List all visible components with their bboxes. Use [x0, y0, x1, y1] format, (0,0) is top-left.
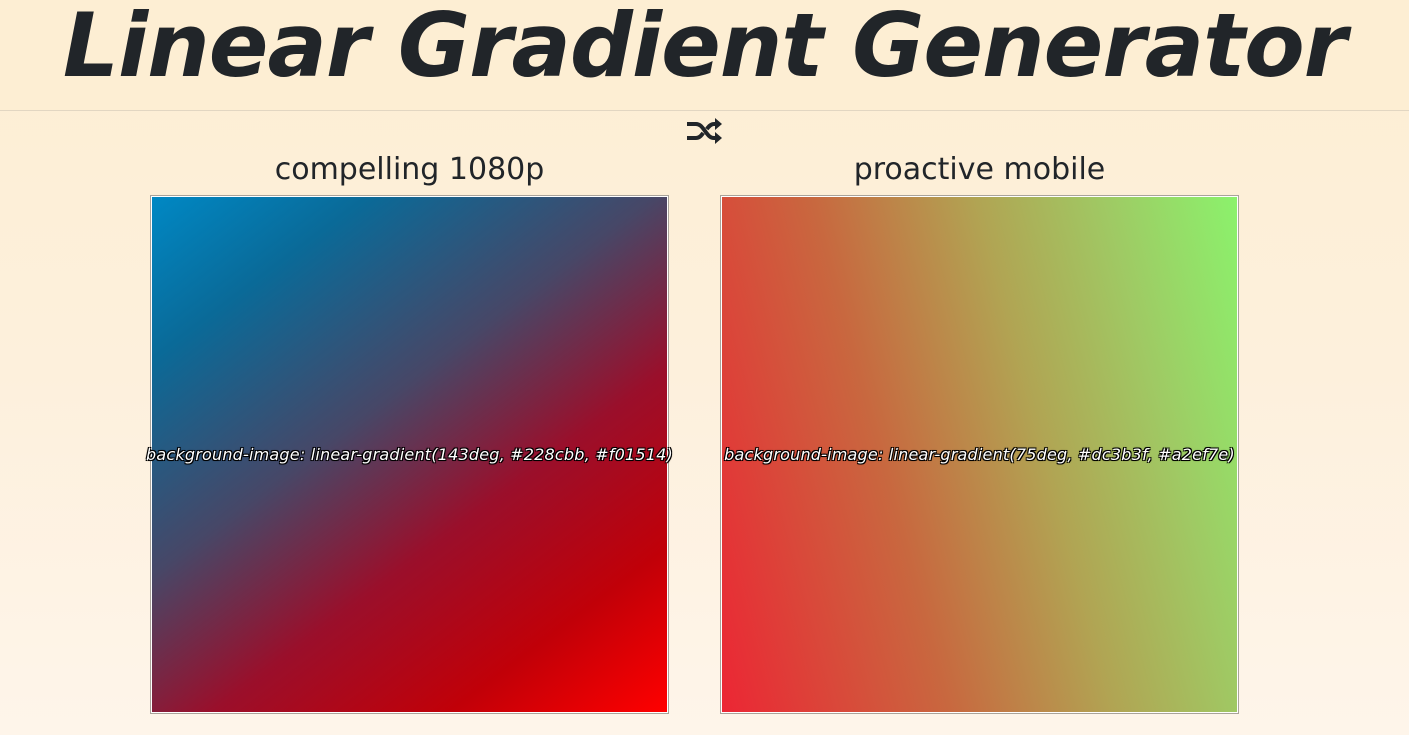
shuffle-icon — [687, 116, 723, 146]
gradient-preview[interactable] — [721, 196, 1238, 713]
gradient-card-2 — [720, 148, 1239, 713]
page-title: Linear Gradient Generator — [62, 0, 1347, 97]
gradient-css-code[interactable]: background-image: linear-gradient(75deg, #dc3b3f, #a2ef7e) — [724, 445, 1235, 464]
gradient-preview[interactable] — [146, 196, 673, 713]
gradient-css-code[interactable]: background-image: linear-gradient(143deg, #228cbb, #f01514) — [146, 445, 673, 464]
page-header — [0, 0, 1409, 111]
shuffle-button[interactable] — [685, 114, 725, 148]
gradient-card-1 — [146, 148, 673, 713]
gradient-name: compelling 1080p — [274, 152, 545, 187]
gradient-name: proactive mobile — [853, 152, 1106, 187]
